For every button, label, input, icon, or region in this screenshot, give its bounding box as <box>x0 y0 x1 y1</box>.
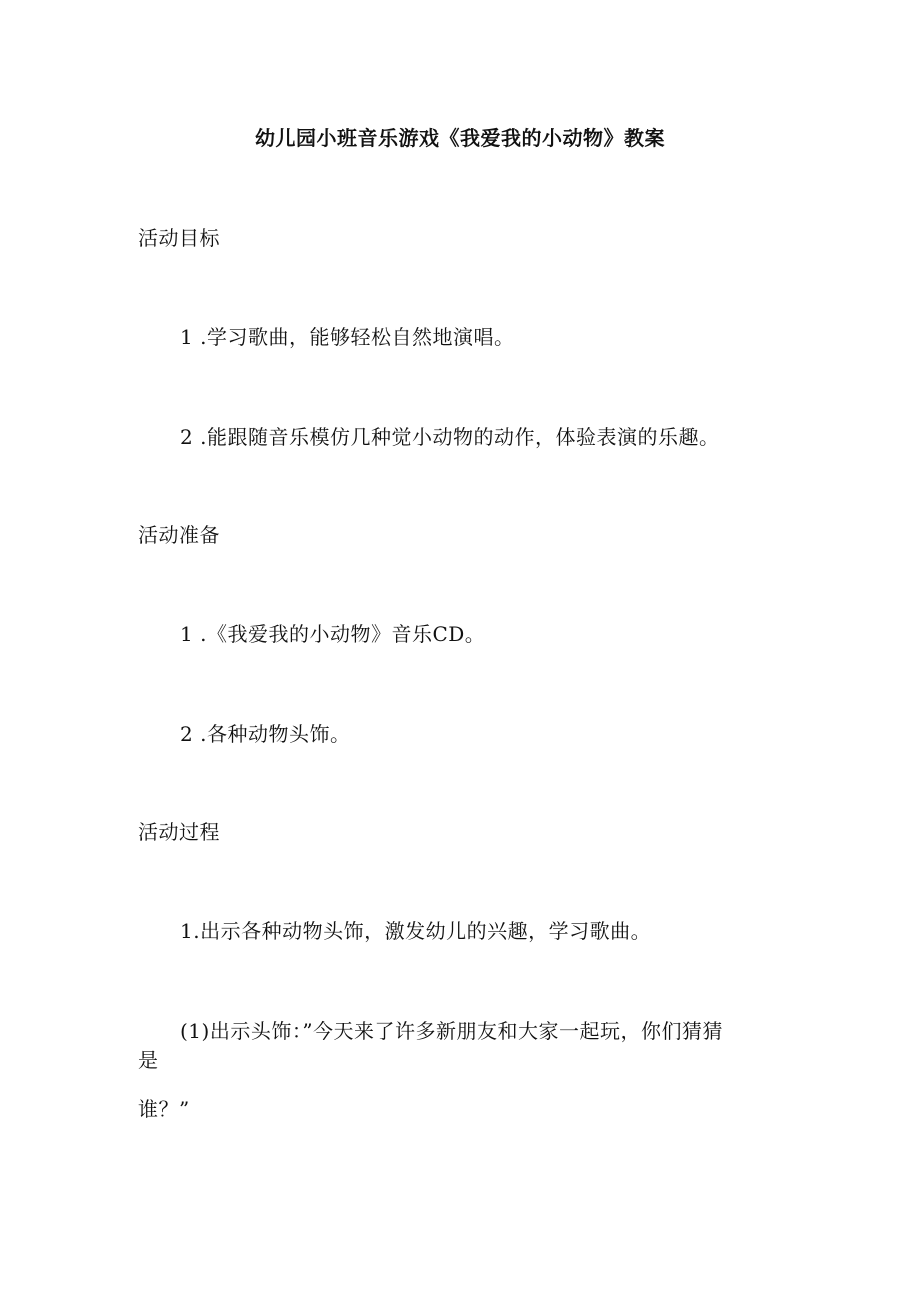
process-item-2-continuation-2: 谁？” <box>138 1097 190 1121</box>
section-heading-goals: 活动目标 <box>138 226 220 250</box>
document-title: 幼儿园小班音乐游戏《我爱我的小动物》教案 <box>255 126 665 150</box>
process-item-2-continuation-1: 是 <box>138 1048 159 1072</box>
process-item-2: (1)出示头饰：”今天来了许多新朋友和大家一起玩，你们猜猜 <box>180 1019 724 1043</box>
preparation-item-1: 1 .《我爱我的小动物》音乐CD。 <box>180 622 486 646</box>
section-heading-process: 活动过程 <box>138 820 220 844</box>
section-heading-preparation: 活动准备 <box>138 523 220 547</box>
goal-item-2: 2 .能跟随音乐模仿几种觉小动物的动作，体验表演的乐趣。 <box>180 425 720 449</box>
process-item-1: 1.出示各种动物头饰，激发幼儿的兴趣，学习歌曲。 <box>180 919 652 943</box>
goal-item-1: 1 .学习歌曲，能够轻松自然地演唱。 <box>180 325 515 349</box>
preparation-item-2: 2 .各种动物头饰。 <box>180 722 351 746</box>
